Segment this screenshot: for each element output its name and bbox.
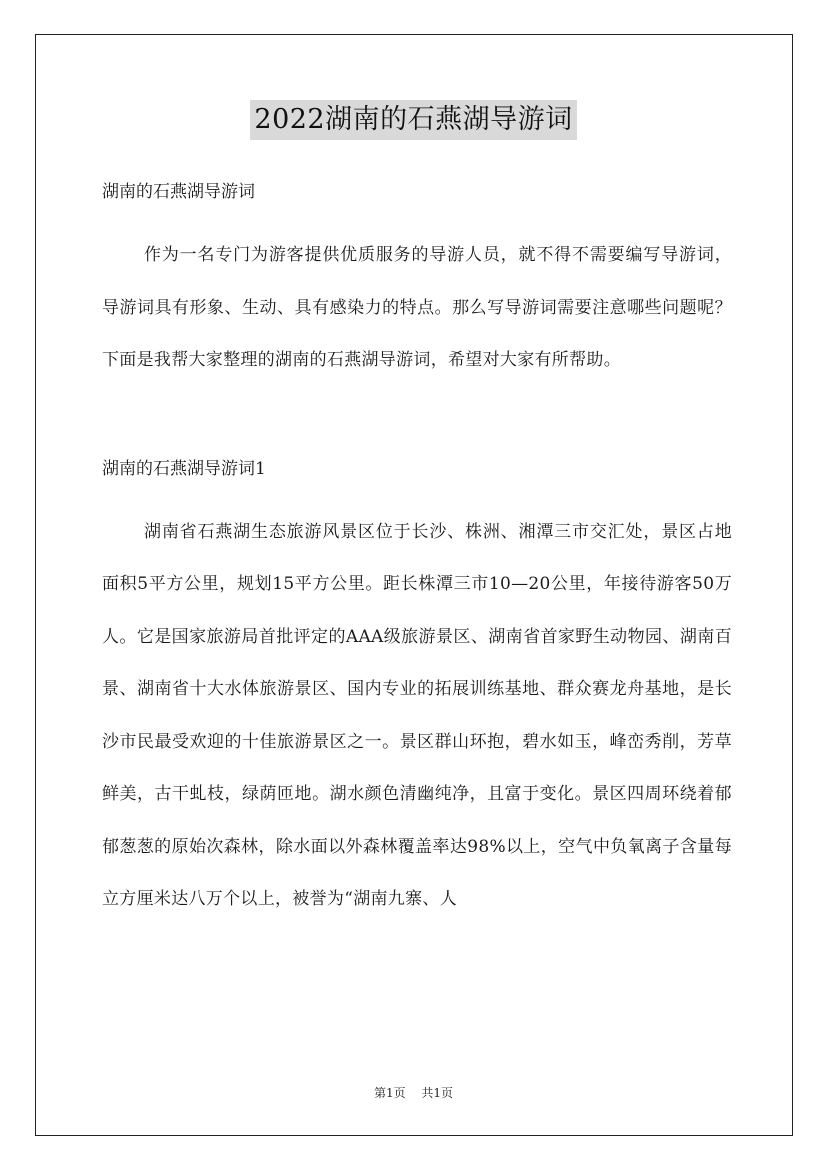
page-footer xyxy=(0,1084,827,1102)
page-number: 第1页 xyxy=(373,1086,406,1100)
page-total: 共1页 xyxy=(421,1086,454,1100)
document-body xyxy=(102,176,732,926)
body-paragraph: 湖南省石燕湖生态旅游风景区位于长沙、株洲、湘潭三市交汇处，景区占地面积5平方公里，规划15平方公里。距长株潭三市10—20公里，年接待游客50万人。它是国家旅游局首批评定的AAA级旅游景区、湖南省首家野生动物园、湖南百景、湖南省十大水体旅游景区、国内专业的拓展训练基地、群众赛龙舟基地，是长沙市民最受欢迎的十佳旅游景区之一。景区群山环抱，碧水如玉，峰峦秀削，芳草鲜美，古干虬枝，绿荫匝地。湖水颜色清幽纯净，且富于变化。景区四周环绕着郁郁葱葱的原始次森林，除水面以外森林覆盖率达98%以上，空气中负氧离子含量每立方厘米达八万个以上，被誉为“湖南九寨、人 xyxy=(102,521,732,909)
spacer xyxy=(102,208,732,229)
section-heading: 湖南的石燕湖导游词 xyxy=(102,182,255,202)
spacer xyxy=(102,485,732,506)
section-heading: 湖南的石燕湖导游词1 xyxy=(102,458,266,479)
spacer xyxy=(102,387,732,453)
document-title: 2022湖南的石燕湖导游词 xyxy=(250,100,576,140)
intro-paragraph: 作为一名专门为游客提供优质服务的导游人员，就不得不需要编写导游词，导游词具有形象、生动、具有感染力的特点。那么写导游词需要注意哪些问题呢？下面是我帮大家整理的湖南的石燕湖导游词，希望对大家有所帮助。 xyxy=(102,245,732,370)
title-container xyxy=(0,100,827,140)
